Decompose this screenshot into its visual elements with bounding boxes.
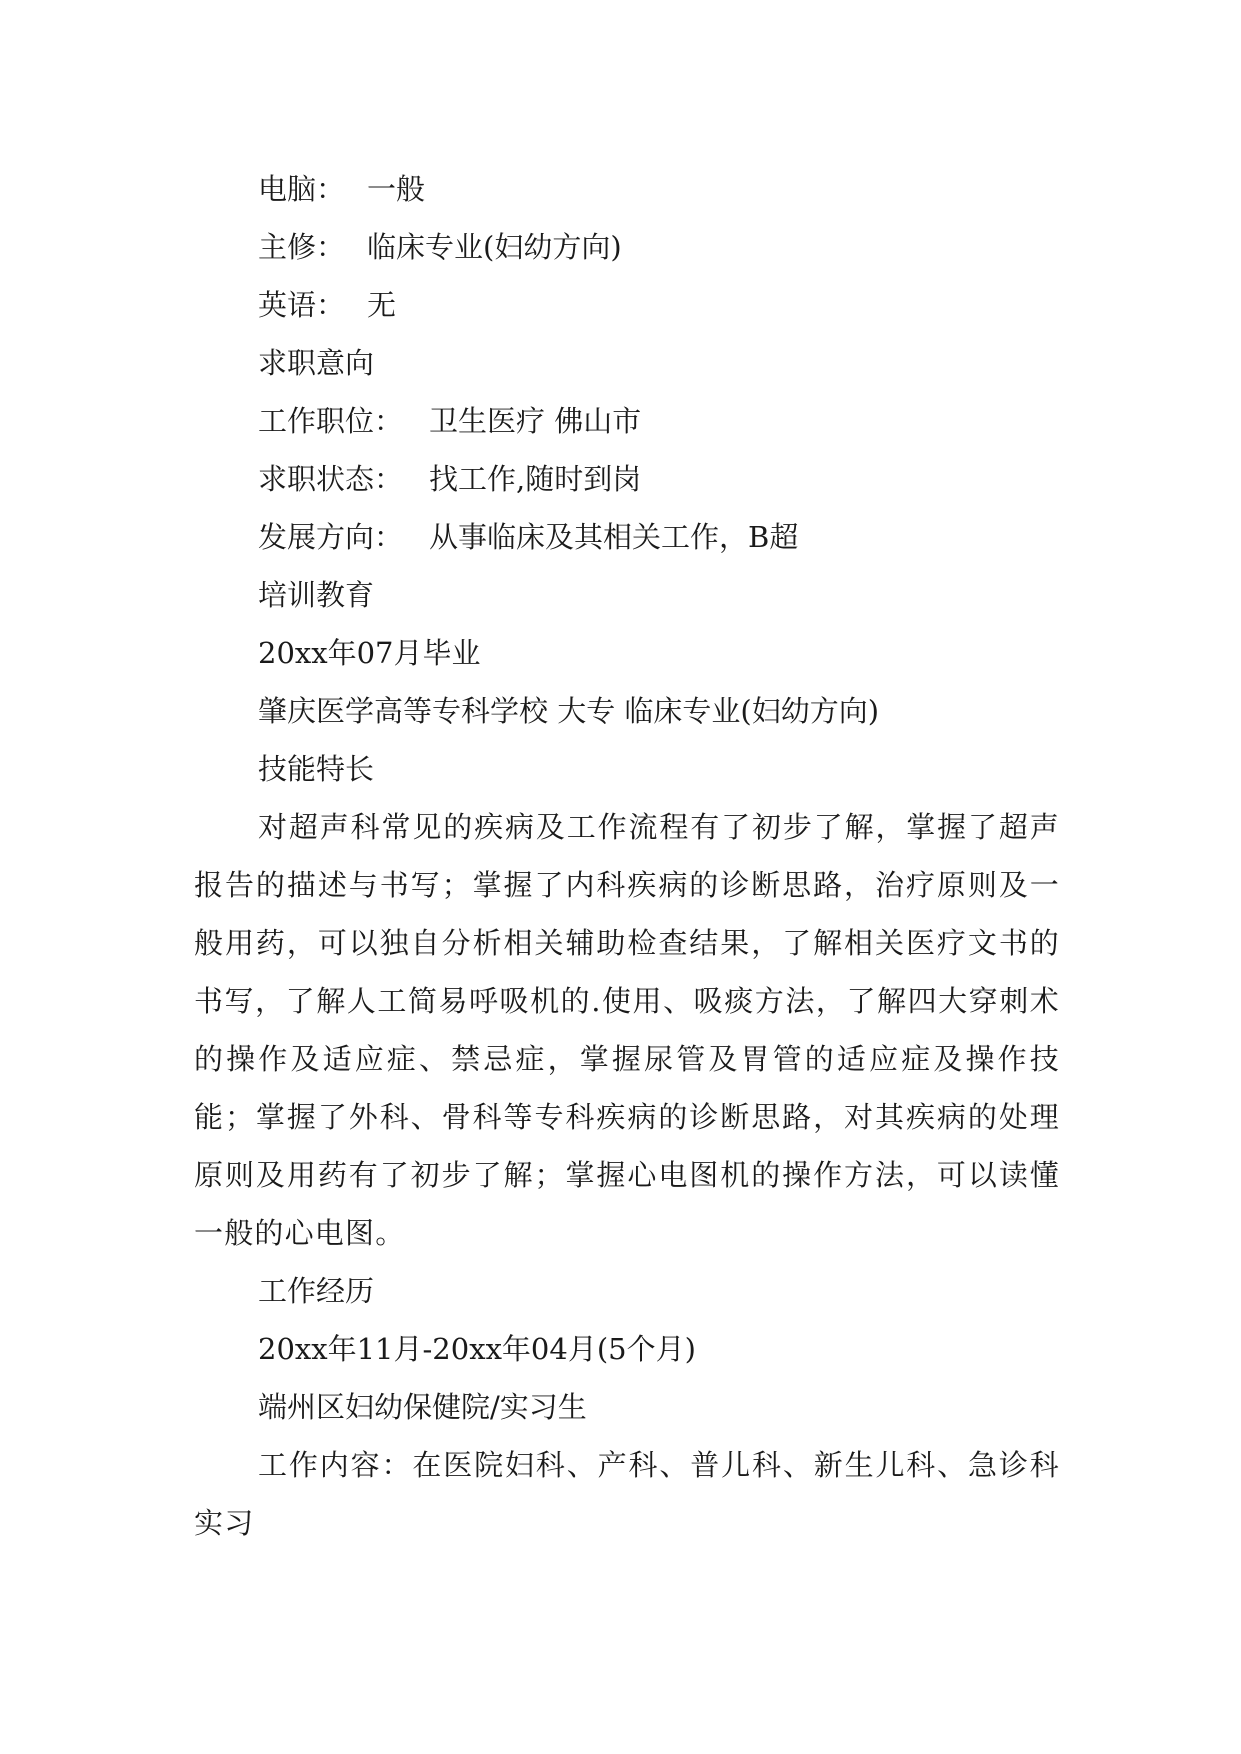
computer-value: 一般 bbox=[367, 172, 426, 206]
graduation-line: 20xx年07月毕业 bbox=[258, 636, 481, 670]
english-label: 英语： bbox=[258, 288, 346, 322]
status-line bbox=[194, 450, 1060, 508]
major-line bbox=[194, 218, 1060, 276]
english-value: 无 bbox=[367, 288, 397, 322]
status-value: 找工作,随时到岗 bbox=[429, 462, 642, 496]
computer-label: 电脑： bbox=[258, 172, 346, 206]
english-line bbox=[194, 276, 1060, 334]
computer-skill-line bbox=[194, 160, 1060, 218]
skills-heading: 技能特长 bbox=[258, 752, 375, 786]
education-heading: 培训教育 bbox=[258, 578, 375, 612]
direction-value: 从事临床及其相关工作，B超 bbox=[429, 520, 799, 554]
work-content-paragraph: 工作内容：在医院妇科、产科、普儿科、新生儿科、急诊科实习 bbox=[194, 1448, 1060, 1540]
work-org-role-line: 端州区妇幼保健院/实习生 bbox=[258, 1390, 587, 1424]
school-line: 肇庆医学高等专科学校 大专 临床专业(妇幼方向) bbox=[258, 694, 880, 728]
job-intention-heading: 求职意向 bbox=[258, 346, 375, 380]
position-line bbox=[194, 392, 1060, 450]
position-label: 工作职位： bbox=[258, 404, 404, 438]
resume-content bbox=[194, 160, 1060, 1552]
direction-line bbox=[194, 508, 1060, 566]
work-heading: 工作经历 bbox=[258, 1274, 375, 1308]
work-period-line: 20xx年11月-20xx年04月(5个月) bbox=[258, 1332, 696, 1366]
direction-label: 发展方向： bbox=[258, 520, 404, 554]
major-value: 临床专业(妇幼方向) bbox=[367, 230, 622, 264]
status-label: 求职状态： bbox=[258, 462, 404, 496]
position-value: 卫生医疗 佛山市 bbox=[429, 404, 642, 438]
skills-paragraph: 对超声科常见的疾病及工作流程有了初步了解，掌握了超声报告的描述与书写；掌握了内科疾病的诊断思路，治疗原则及一般用药，可以独自分析相关辅助检查结果，了解相关医疗文书的书写，了解人工简易呼吸机的.使用、吸痰方法，了解四大穿刺术的操作及适应症、禁忌症，掌握尿管及胃管的适应症及操作技能；掌握了外科、骨科等专科疾病的诊断思路，对其疾病的处理原则及用药有了初步了解；掌握心电图机的操作方法，可以读懂一般的心电图。 bbox=[194, 810, 1060, 1250]
major-label: 主修： bbox=[258, 230, 346, 264]
